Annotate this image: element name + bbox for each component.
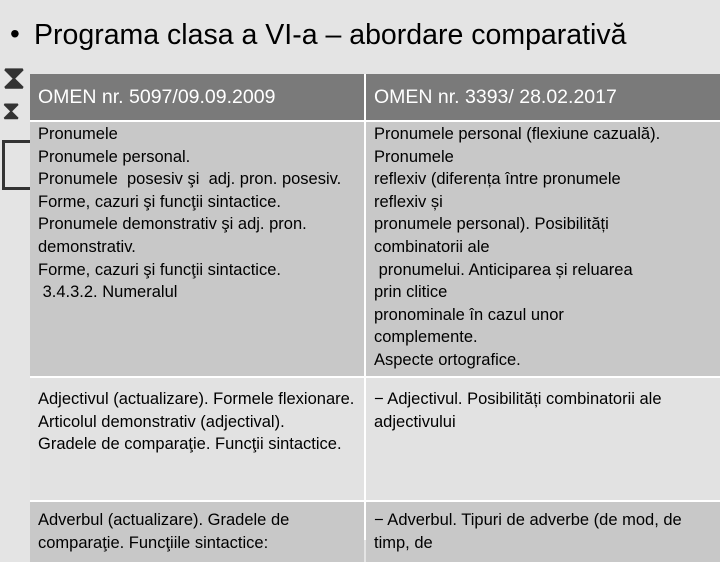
table-cell: Adverbul (actualizare). Gradele de comparaţie. Funcţiile sintactice: bbox=[30, 502, 364, 562]
slide-title: Programa clasa a VI-a – abordare comparativă bbox=[34, 19, 627, 51]
table-header-2017: OMEN nr. 3393/ 28.02.2017 bbox=[366, 74, 720, 120]
title-bullet: • bbox=[10, 18, 20, 49]
table-cell: Pronumele Pronumele personal. Pronumele posesiv şi adj. pron. posesiv. Forme, cazuri şi funcţii sintactice. Pronumele demonstrativ şi adj. pron. demonstrativ. Forme, cazuri şi funcţii sintactice. 3.4.3.2. Numeralul bbox=[30, 122, 364, 376]
table-cell: Adjectivul (actualizare). Formele flexionare. Articolul demonstrativ (adjectival). Gradele de comparaţie. Funcţii sintactice. bbox=[30, 378, 364, 500]
table-cell: − Adverbul. Tipuri de adverbe (de mod, de timp, de bbox=[366, 502, 720, 562]
table-cell: − Adjectivul. Posibilități combinatorii ale adjectivului bbox=[366, 378, 720, 500]
table-header-2009: OMEN nr. 5097/09.09.2009 bbox=[30, 74, 364, 120]
hourglass-icon: ⧗ bbox=[2, 58, 26, 98]
comparison-table bbox=[30, 74, 720, 552]
table-cell: Pronumele personal (flexiune cazuală). Pronumele reflexiv (diferența între pronumele reflexiv și pronumele personal). Posibilități combinatorii ale pronumelui. Anticiparea și reluarea prin clitice pronominale în cazul unor complemente. Aspecte ortografice. bbox=[366, 122, 720, 376]
hourglass-icon-small: ⧗ bbox=[2, 96, 21, 126]
frame-icon bbox=[2, 140, 31, 190]
